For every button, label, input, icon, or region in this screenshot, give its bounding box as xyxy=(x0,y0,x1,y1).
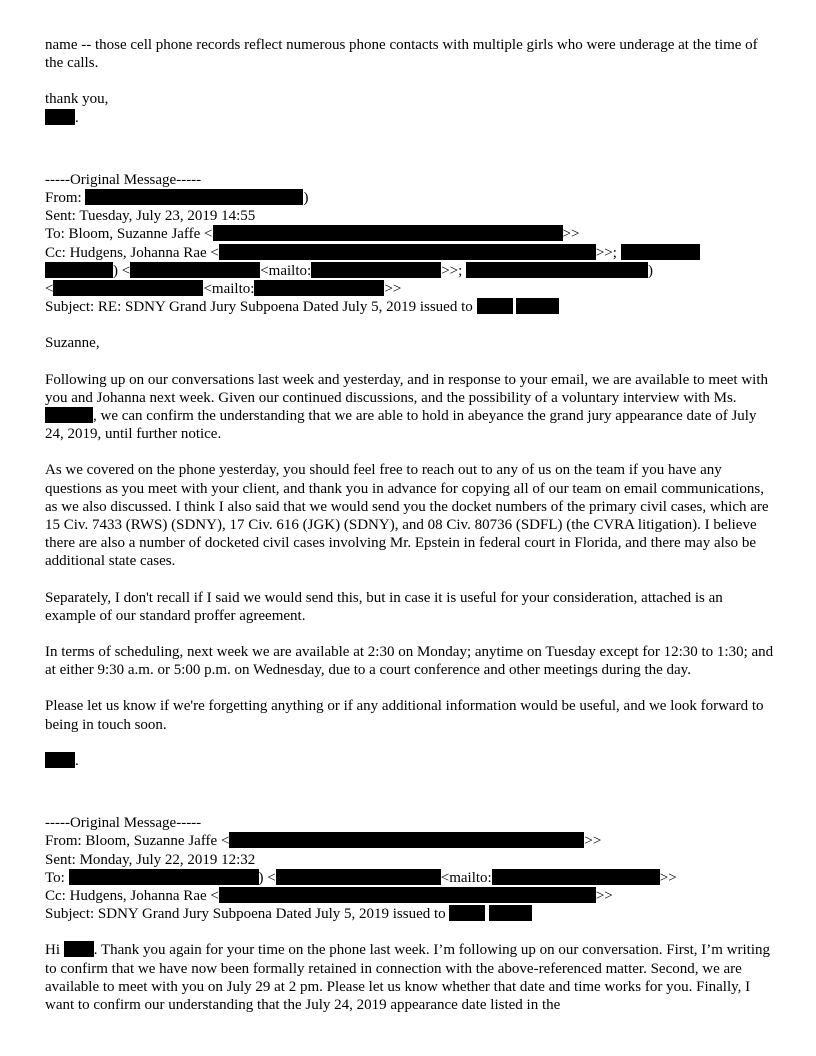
sent-line: Sent: Tuesday, July 23, 2019 14:55 xyxy=(45,208,256,225)
redaction-block xyxy=(621,244,700,260)
from-line: From: ) xyxy=(45,190,309,207)
redaction-block xyxy=(516,298,559,314)
redaction-block xyxy=(45,752,75,768)
cc-line: Cc: Hudgens, Johanna Rae < >> xyxy=(45,887,613,904)
subject-line: Subject: RE: SDNY Grand Jury Subpoena Dated July 5, 2019 issued to xyxy=(45,298,777,316)
body-paragraph: Following up on our conversations last week and yesterday, and in response to your email, we are available to meet with you and Johanna next week. Given our continued discussions, and the possibility of a voluntary interview with Ms. , we can confirm the understanding that we are able to hold in abeyance the grand jury appearance date of July 24, 2019, until further notice. xyxy=(45,371,768,443)
redaction-block xyxy=(213,225,563,241)
greeting: Suzanne, xyxy=(45,335,100,352)
to-line: To: Bloom, Suzanne Jaffe < >> xyxy=(45,226,580,243)
redaction-block xyxy=(489,905,532,921)
cc-continued-line: < <mailto: >> xyxy=(45,281,402,298)
redaction-block xyxy=(492,869,660,885)
subject-line: Subject: SDNY Grand Jury Subpoena Dated July 5, 2019 issued to xyxy=(45,905,777,923)
original-message-divider: -----Original Message----- xyxy=(45,171,202,188)
redaction-block xyxy=(219,244,596,260)
to-line: To: ) < <mailto: >> xyxy=(45,869,677,886)
redaction-block xyxy=(311,262,441,278)
redaction-block xyxy=(130,262,260,278)
redaction-block xyxy=(64,941,94,957)
redaction-block xyxy=(477,298,513,314)
sent-line: Sent: Monday, July 22, 2019 12:32 xyxy=(45,851,256,868)
from-line: From: Bloom, Suzanne Jaffe < >> xyxy=(45,833,602,850)
email-document xyxy=(45,36,777,1014)
signature-line: . xyxy=(45,752,777,770)
redaction-block xyxy=(219,887,596,903)
body-paragraph: Please let us know if we're forgetting anything or if any additional information would be useful, and we look forward to being in touch soon. xyxy=(45,698,764,733)
redaction-block xyxy=(45,109,75,125)
body-paragraph: Hi . Thank you again for your time on the phone last week. I’m following up on our conversation. First, I’m writing to confirm that we have now been formally retained in connection with the above-referenced matter. Second, we are available to meet with you on July 29 at 2 pm. Please let us know whether that date and time works for you. Finally, I want to confirm our understanding that the July 24, 2019 appearance date listed in the xyxy=(45,942,771,1013)
redaction-block xyxy=(276,869,441,885)
redaction-block xyxy=(53,280,203,296)
closing-line: thank you, xyxy=(45,91,109,108)
redaction-block xyxy=(449,905,485,921)
redaction-block xyxy=(69,869,259,885)
redaction-block xyxy=(466,262,648,278)
body-paragraph: Separately, I don't recall if I said we would send this, but in case it is useful for your consideration, attached is an example of our standard proffer agreement. xyxy=(45,589,723,624)
redaction-block xyxy=(229,832,584,848)
cc-line: Cc: Hudgens, Johanna Rae < >>; xyxy=(45,244,777,262)
intro-paragraph: name -- those cell phone records reflect numerous phone contacts with multiple girls who were underage at the time of the calls. xyxy=(45,37,758,72)
cc-continued-line: ) < <mailto: >>; ) xyxy=(45,262,777,280)
signature-line: . xyxy=(45,109,777,127)
redaction-block xyxy=(45,262,113,278)
original-message-divider: -----Original Message----- xyxy=(45,815,202,832)
body-paragraph: As we covered on the phone yesterday, you should feel free to reach out to any of us on the team if you have any questions as you meet with your client, and thank you in advance for copying all of our team on email communications, as we also discussed. I think I also said that we would send you the docket numbers of the primary civil cases, which are 15 Civ. 7433 (RWS) (SDNY), 17 Civ. 616 (JGK) (SDNY), and 08 Civ. 80736 (SDFL) (the CVRA litigation). I believe there are also a number of docketed civil cases involving Mr. Epstein in federal court in Florida, and there may also be additional state cases. xyxy=(45,462,769,570)
redaction-block xyxy=(254,280,384,296)
redaction-block xyxy=(85,189,303,205)
body-paragraph: In terms of scheduling, next week we are available at 2:30 on Monday; anytime on Tuesday except for 12:30 to 1:30; and at either 9:30 a.m. or 5:00 p.m. on Wednesday, due to a court conference and other meetings during the day. xyxy=(45,644,774,679)
redaction-block xyxy=(45,407,93,423)
